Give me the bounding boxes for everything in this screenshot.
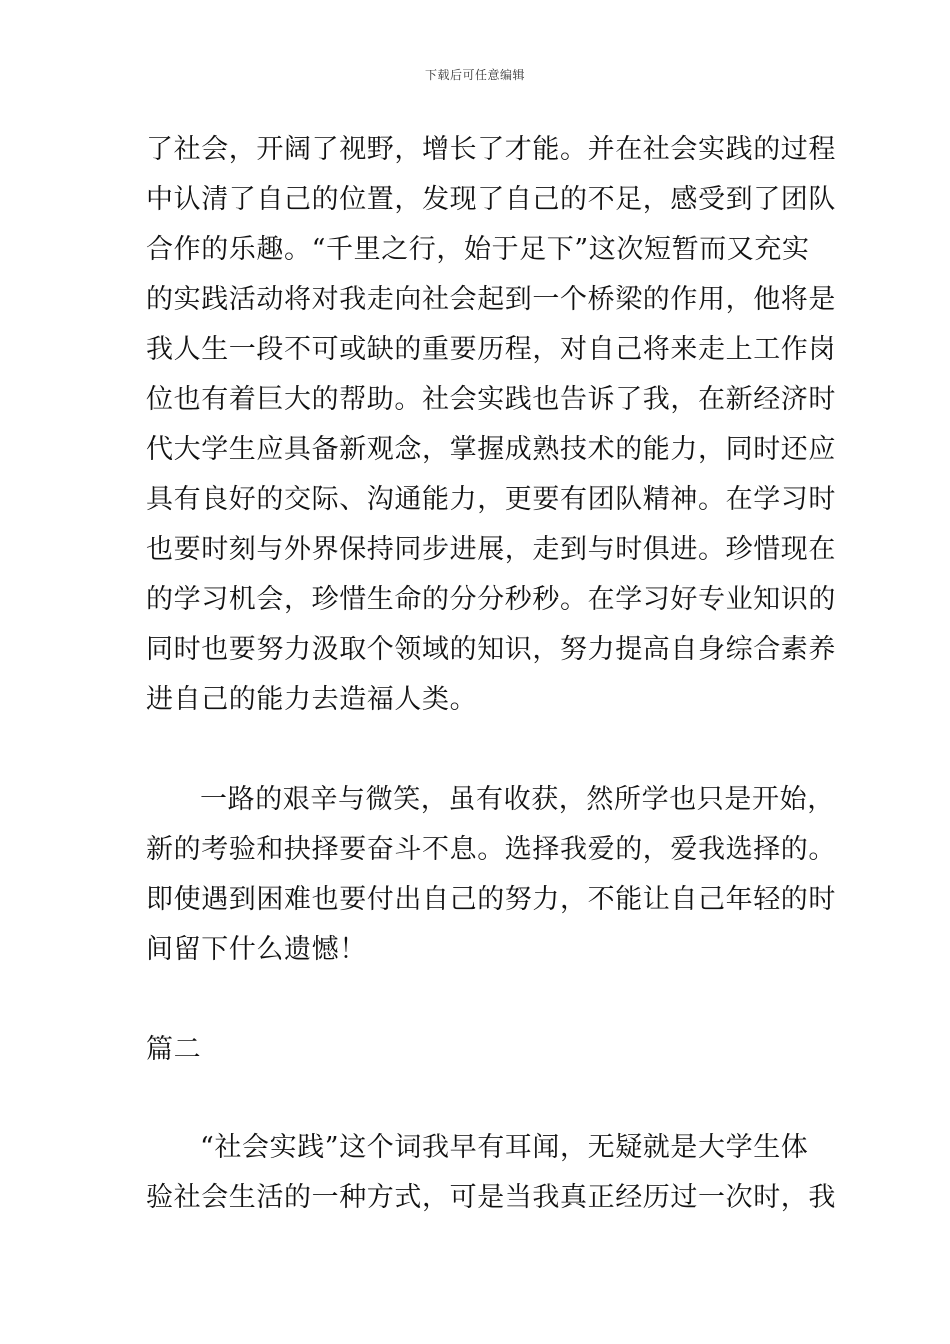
paragraph-1-line: 也要时刻与外界保持同步进展，走到与时俱进。珍惜现在 [146,534,836,565]
paragraph-1-line: 代大学生应具备新观念，掌握成熟技术的能力，同时还应 [146,434,836,465]
paragraph-1-line: 我人生一段不可或缺的重要历程，对自己将来走上工作岗 [146,334,836,365]
paragraph-1-line: 的实践活动将对我走向社会起到一个桥梁的作用，他将是 [146,284,836,315]
paragraph-2-line: 新的考验和抉择要奋斗不息。选择我爱的，爱我选择的。 [146,834,836,865]
paragraph-1-line: 的学习机会，珍惜生命的分分秒秒。在学习好专业知识的 [146,584,836,615]
paragraph-1-line: 合作的乐趣。“千里之行，始于足下”这次短暂而又充实 [146,234,810,265]
paragraph-3-line: 验社会生活的一种方式，可是当我真正经历过一次时，我 [146,1182,836,1213]
header-note: 下载后可任意编辑 [424,68,525,82]
paragraph-2-line: 一路的艰辛与微笑，虽有收获，然所学也只是开始， [200,784,835,815]
paragraph-1-line: 同时也要努力汲取个领域的知识，努力提高自身综合素养 [146,634,836,665]
paragraph-2-line: 间留下什么遗憾！ [146,934,367,965]
paragraph-1-line: 位也有着巨大的帮助。社会实践也告诉了我，在新经济时 [146,384,836,415]
paragraph-2-line: 即使遇到困难也要付出自己的努力，不能让自己年轻的时 [146,884,836,915]
paragraph-1-line: 进自己的能力去造福人类。 [146,684,478,715]
paragraph-3-line: “社会实践”这个词我早有耳闻，无疑就是大学生体 [200,1132,809,1163]
section-heading: 篇二 [146,1034,202,1065]
paragraph-1-line: 中认清了自己的位置，发现了自己的不足，感受到了团队 [146,184,836,215]
paragraph-1-line: 了社会，开阔了视野，增长了才能。并在社会实践的过程 [146,134,836,165]
paragraph-1-line: 具有良好的交际、沟通能力，更要有团队精神。在学习时 [146,484,836,515]
